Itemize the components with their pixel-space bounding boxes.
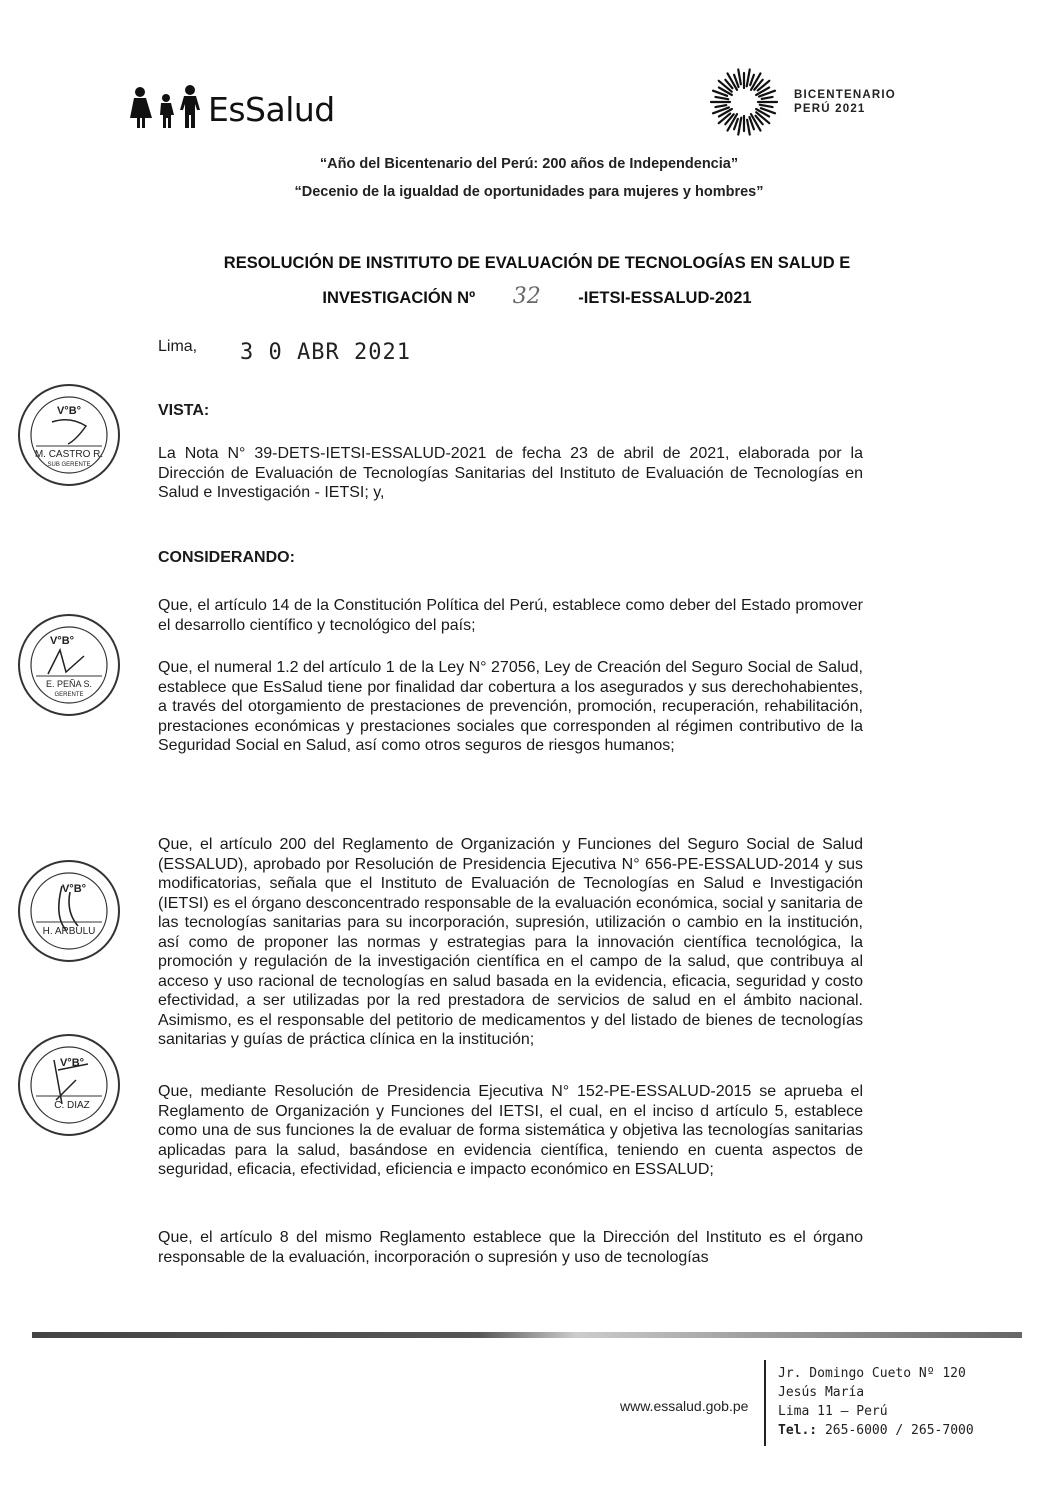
address-divider <box>764 1360 766 1446</box>
vista-text: La Nota N° 39-DETS-IETSI-ESSALUD-2021 de fecha 23 de abril de 2021, elaborada por la Dirección de Evaluación de Tecnologías Sanitarias del Instituto de Evaluación de Tecnologías en Salud e Investigación - IETSI; y, <box>158 445 863 501</box>
paragraph-3: Que, el artículo 200 del Reglamento de Organización y Funciones del Seguro Social de Salud (ESSALUD), aprobado por Resolución de Presidencia Ejecutiva N° 656-PE-ESSALUD-2014 y sus modificatorias, señala que el Instituto de Evaluación de Tecnologías en Salud e Investigación (IETSI) es el órgano desconcentrado responsable de la evaluación económica, social y sanitaria de las tecnologías sanitarias para su incorporación, supresión, utilización o cambio en la institución, así como de proponer las normas y estrategias para la innovación científica tecnológica, la promoción y regulación de la investigación científica en el campo de la salud, que contribuya al acceso y uso racional de tecnologías en salud basada en la evidencia, eficacia, seguridad y costo efectividad, a ser utilizadas por la red prestadora de servicios de salud en el ámbito nacional. Asimismo, es el responsable del petitorio de medicamentos y del listado de bienes de tecnologías sanitarias y guías de práctica clínica en la institución; <box>158 836 863 1048</box>
paragraph-1: Que, el artículo 14 de la Constitución Política del Perú, establece como deber del Estado promover el desarrollo científico y tecnológico del país; <box>158 597 863 634</box>
approval-stamp-4 <box>14 1030 124 1140</box>
footer-address <box>778 1364 974 1440</box>
bicentenario-sunburst-icon <box>706 64 782 140</box>
bicentenario-logo <box>706 64 896 140</box>
approval-stamp-1 <box>14 380 124 490</box>
stamp-1-role: SUB GERENTE <box>47 462 91 468</box>
stamp-3-name: H. ARBULU <box>42 926 96 937</box>
stamp-1-name: M. CASTRO R. <box>34 449 104 460</box>
motto-2: “Decenio de la igualdad de oportunidades para mujeres y hombres” <box>294 184 764 200</box>
stamp-4-name: C. DIAZ <box>54 1100 90 1111</box>
resolution-number: 32 <box>512 284 541 309</box>
phone-numbers: 265-6000 / 265-7000 <box>824 1423 974 1438</box>
essalud-logo <box>128 84 335 128</box>
place: Lima, <box>158 338 198 355</box>
stamp-2-name: E. PEÑA S. <box>45 679 93 689</box>
bicentenario-line-1: BICENTENARIO <box>794 89 896 101</box>
considerando-heading: CONSIDERANDO: <box>158 549 295 566</box>
address-line-1: Jr. Domingo Cueto Nº 120 <box>778 1366 966 1381</box>
phone-line <box>778 1421 974 1440</box>
title-prefix: INVESTIGACIÓN Nº <box>322 289 476 307</box>
footer-divider <box>32 1332 1022 1338</box>
stamp-2-vb: V°B° <box>49 635 75 647</box>
vista-heading: VISTA: <box>158 402 210 419</box>
date-stamp: 3 0 ABR 2021 <box>240 340 411 365</box>
address-line-2: Jesús María <box>778 1385 865 1400</box>
website-link[interactable]: www.essalud.gob.pe <box>620 1398 749 1414</box>
paragraph-5: Que, el artículo 8 del mismo Reglamento establece que la Dirección del Instituto es el órgano responsable de la evaluación, incorporación o supresión y uso de tecnologías <box>158 1229 863 1266</box>
resolution-title-line-1: RESOLUCIÓN DE INSTITUTO DE EVALUACIÓN DE TECNOLOGÍAS EN SALUD E <box>223 254 851 272</box>
address-line-3: Lima 11 – Perú <box>778 1404 888 1419</box>
stamp-3-vb: V°B° <box>61 883 87 895</box>
family-figures-icon <box>128 84 206 128</box>
paragraph-2: Que, el numeral 1.2 del artículo 1 de la Ley N° 27056, Ley de Creación del Seguro Social de Salud, establece que EsSalud tiene por finalidad dar cobertura a los asegurados y sus derechohabientes, a través del otorgamiento de prestaciones de prevención, promoción, recuperación, rehabilitación, prestaciones económicas y prestaciones sociales que corresponden al régimen contributivo de la Seguridad Social en Salud, así como otros seguros de riesgos humanos; <box>158 659 863 754</box>
resolution-title-line-2 <box>8 284 1058 309</box>
motto-1: “Año del Bicentenario del Perú: 200 años de Independencia” <box>319 156 739 172</box>
stamp-2-role: GERENTE <box>54 692 84 698</box>
bicentenario-line-2: PERÚ 2021 <box>794 103 866 115</box>
phone-label: Tel.: <box>778 1423 818 1438</box>
title-suffix: -IETSI-ESSALUD-2021 <box>578 289 752 307</box>
stamp-4-vb: V°B° <box>59 1057 85 1069</box>
approval-stamp-2 <box>14 610 124 720</box>
paragraph-4: Que, mediante Resolución de Presidencia Ejecutiva N° 152-PE-ESSALUD-2015 se aprueba el Reglamento de Organización y Funciones del IETSI, el cual, en el inciso d artículo 5, establece como una de sus funciones la de evaluar de forma sistemática y objetiva las tecnologías sanitarias aplicadas para la salud, basándose en evidencia científica, teniendo en cuenta aspectos de seguridad, eficacia, efectividad, eficiencia e impacto económico en ESSALUD; <box>158 1083 863 1178</box>
approval-stamp-3 <box>14 856 124 966</box>
logo-text: EsSalud <box>208 90 335 129</box>
stamp-1-vb: V°B° <box>56 405 82 417</box>
